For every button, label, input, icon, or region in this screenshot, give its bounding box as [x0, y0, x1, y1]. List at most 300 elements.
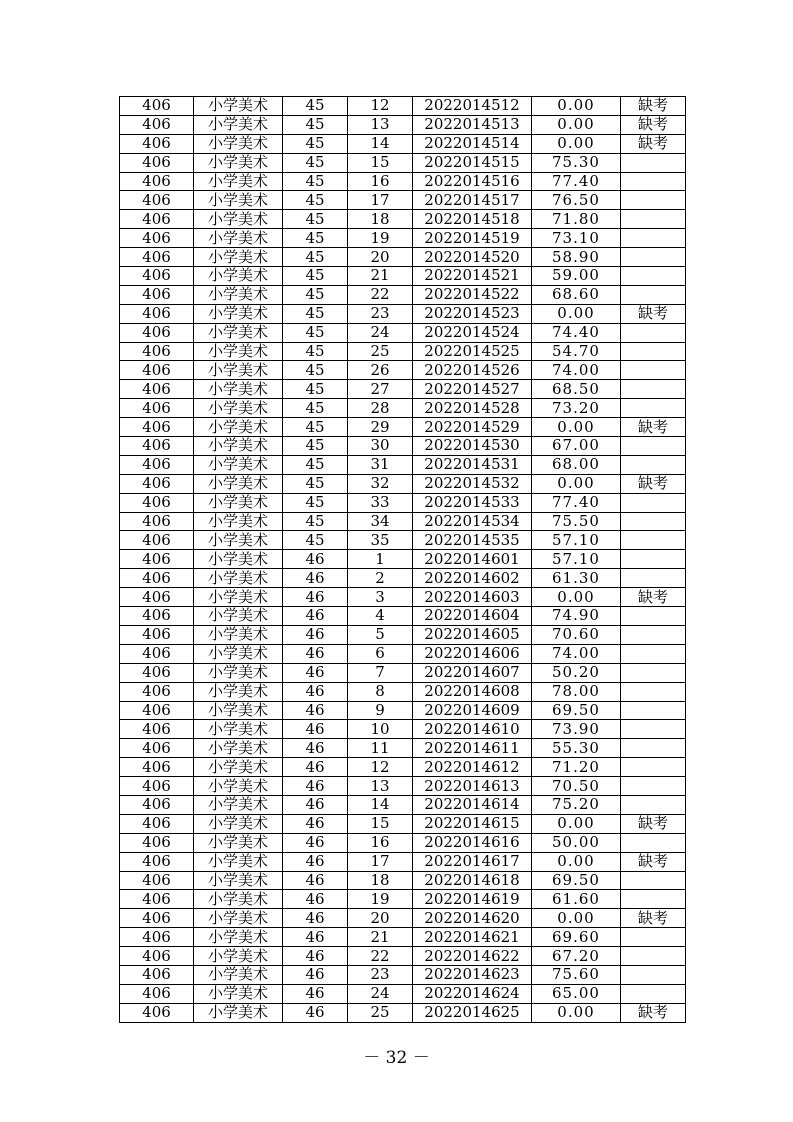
code-cell: 406	[120, 625, 194, 644]
room-cell: 45	[283, 115, 348, 134]
score-cell: 73.20	[532, 399, 621, 418]
code-cell: 406	[120, 455, 194, 474]
subject-cell: 小学美术	[194, 455, 283, 474]
subject-cell: 小学美术	[194, 682, 283, 701]
score-cell: 75.20	[532, 795, 621, 814]
seat-cell: 14	[348, 134, 413, 153]
subject-cell: 小学美术	[194, 418, 283, 437]
code-cell: 406	[120, 285, 194, 304]
seat-cell: 21	[348, 928, 413, 947]
exam-id-cell: 2022014513	[413, 115, 532, 134]
subject-cell: 小学美术	[194, 1003, 283, 1022]
table-row	[120, 437, 686, 456]
note-cell	[621, 342, 686, 361]
code-cell: 406	[120, 399, 194, 418]
table-row	[120, 682, 686, 701]
subject-cell: 小学美术	[194, 833, 283, 852]
exam-id-cell: 2022014514	[413, 134, 532, 153]
score-cell: 74.00	[532, 361, 621, 380]
exam-id-cell: 2022014524	[413, 323, 532, 342]
score-cell: 50.20	[532, 663, 621, 682]
exam-id-cell: 2022014611	[413, 739, 532, 758]
table-row	[120, 493, 686, 512]
room-cell: 46	[283, 814, 348, 833]
note-cell	[621, 323, 686, 342]
exam-id-cell: 2022014602	[413, 569, 532, 588]
code-cell: 406	[120, 814, 194, 833]
exam-id-cell: 2022014604	[413, 607, 532, 626]
note-cell	[621, 644, 686, 663]
note-cell: 缺考	[621, 304, 686, 323]
room-cell: 46	[283, 795, 348, 814]
code-cell: 406	[120, 795, 194, 814]
code-cell: 406	[120, 947, 194, 966]
subject-cell: 小学美术	[194, 304, 283, 323]
room-cell: 46	[283, 663, 348, 682]
room-cell: 46	[283, 890, 348, 909]
table-row	[120, 304, 686, 323]
score-table	[119, 96, 686, 1023]
code-cell: 406	[120, 153, 194, 172]
room-cell: 45	[283, 97, 348, 116]
subject-cell: 小学美术	[194, 947, 283, 966]
table-row	[120, 342, 686, 361]
room-cell: 46	[283, 947, 348, 966]
room-cell: 46	[283, 928, 348, 947]
table-row	[120, 229, 686, 248]
table-row	[120, 512, 686, 531]
score-cell: 68.60	[532, 285, 621, 304]
score-cell: 57.10	[532, 531, 621, 550]
room-cell: 45	[283, 229, 348, 248]
score-cell: 78.00	[532, 682, 621, 701]
exam-id-cell: 2022014614	[413, 795, 532, 814]
exam-id-cell: 2022014613	[413, 777, 532, 796]
subject-cell: 小学美术	[194, 965, 283, 984]
exam-id-cell: 2022014607	[413, 663, 532, 682]
note-cell	[621, 229, 686, 248]
code-cell: 406	[120, 304, 194, 323]
subject-cell: 小学美术	[194, 644, 283, 663]
score-cell: 77.40	[532, 172, 621, 191]
room-cell: 45	[283, 380, 348, 399]
exam-id-cell: 2022014625	[413, 1003, 532, 1022]
seat-cell: 22	[348, 285, 413, 304]
seat-cell: 35	[348, 531, 413, 550]
seat-cell: 12	[348, 758, 413, 777]
table-row	[120, 361, 686, 380]
note-cell	[621, 285, 686, 304]
code-cell: 406	[120, 852, 194, 871]
exam-id-cell: 2022014618	[413, 871, 532, 890]
seat-cell: 20	[348, 909, 413, 928]
code-cell: 406	[120, 550, 194, 569]
score-cell: 57.10	[532, 550, 621, 569]
note-cell: 缺考	[621, 134, 686, 153]
seat-cell: 5	[348, 625, 413, 644]
exam-id-cell: 2022014531	[413, 455, 532, 474]
table-row	[120, 97, 686, 116]
note-cell	[621, 833, 686, 852]
table-row	[120, 909, 686, 928]
score-cell: 0.00	[532, 115, 621, 134]
subject-cell: 小学美术	[194, 984, 283, 1003]
exam-id-cell: 2022014606	[413, 644, 532, 663]
seat-cell: 25	[348, 342, 413, 361]
code-cell: 406	[120, 965, 194, 984]
room-cell: 45	[283, 361, 348, 380]
score-cell: 71.80	[532, 210, 621, 229]
subject-cell: 小学美术	[194, 890, 283, 909]
code-cell: 406	[120, 607, 194, 626]
note-cell	[621, 153, 686, 172]
room-cell: 46	[283, 588, 348, 607]
subject-cell: 小学美术	[194, 607, 283, 626]
subject-cell: 小学美术	[194, 437, 283, 456]
room-cell: 46	[283, 984, 348, 1003]
note-cell	[621, 777, 686, 796]
code-cell: 406	[120, 418, 194, 437]
exam-id-cell: 2022014529	[413, 418, 532, 437]
code-cell: 406	[120, 493, 194, 512]
seat-cell: 33	[348, 493, 413, 512]
seat-cell: 7	[348, 663, 413, 682]
score-cell: 77.40	[532, 493, 621, 512]
score-cell: 58.90	[532, 248, 621, 267]
note-cell	[621, 172, 686, 191]
table-row	[120, 172, 686, 191]
subject-cell: 小学美术	[194, 852, 283, 871]
room-cell: 45	[283, 210, 348, 229]
subject-cell: 小学美术	[194, 115, 283, 134]
score-cell: 69.60	[532, 928, 621, 947]
code-cell: 406	[120, 437, 194, 456]
table-row	[120, 852, 686, 871]
seat-cell: 3	[348, 588, 413, 607]
note-cell	[621, 380, 686, 399]
score-cell: 74.90	[532, 607, 621, 626]
code-cell: 406	[120, 984, 194, 1003]
exam-id-cell: 2022014530	[413, 437, 532, 456]
exam-id-cell: 2022014619	[413, 890, 532, 909]
note-cell	[621, 550, 686, 569]
subject-cell: 小学美术	[194, 323, 283, 342]
room-cell: 45	[283, 191, 348, 210]
seat-cell: 21	[348, 267, 413, 286]
table-row	[120, 455, 686, 474]
subject-cell: 小学美术	[194, 928, 283, 947]
table-row	[120, 758, 686, 777]
note-cell	[621, 890, 686, 909]
table-row	[120, 965, 686, 984]
note-cell: 缺考	[621, 115, 686, 134]
seat-cell: 15	[348, 153, 413, 172]
note-cell: 缺考	[621, 852, 686, 871]
room-cell: 45	[283, 399, 348, 418]
code-cell: 406	[120, 871, 194, 890]
score-cell: 67.20	[532, 947, 621, 966]
note-cell: 缺考	[621, 814, 686, 833]
room-cell: 45	[283, 437, 348, 456]
seat-cell: 23	[348, 304, 413, 323]
score-cell: 70.60	[532, 625, 621, 644]
room-cell: 46	[283, 909, 348, 928]
subject-cell: 小学美术	[194, 474, 283, 493]
table-row	[120, 210, 686, 229]
code-cell: 406	[120, 512, 194, 531]
seat-cell: 22	[348, 947, 413, 966]
table-row	[120, 644, 686, 663]
score-cell: 59.00	[532, 267, 621, 286]
subject-cell: 小学美术	[194, 909, 283, 928]
seat-cell: 14	[348, 795, 413, 814]
note-cell	[621, 437, 686, 456]
note-cell	[621, 739, 686, 758]
note-cell: 缺考	[621, 909, 686, 928]
seat-cell: 28	[348, 399, 413, 418]
score-cell: 75.30	[532, 153, 621, 172]
seat-cell: 23	[348, 965, 413, 984]
table-row	[120, 795, 686, 814]
score-cell: 0.00	[532, 134, 621, 153]
subject-cell: 小学美术	[194, 380, 283, 399]
code-cell: 406	[120, 474, 194, 493]
room-cell: 46	[283, 833, 348, 852]
seat-cell: 18	[348, 871, 413, 890]
exam-id-cell: 2022014601	[413, 550, 532, 569]
table-row	[120, 588, 686, 607]
seat-cell: 4	[348, 607, 413, 626]
code-cell: 406	[120, 1003, 194, 1022]
room-cell: 45	[283, 153, 348, 172]
score-cell: 76.50	[532, 191, 621, 210]
table-row	[120, 777, 686, 796]
subject-cell: 小学美术	[194, 569, 283, 588]
subject-cell: 小学美术	[194, 267, 283, 286]
seat-cell: 27	[348, 380, 413, 399]
table-row	[120, 1003, 686, 1022]
subject-cell: 小学美术	[194, 720, 283, 739]
subject-cell: 小学美术	[194, 871, 283, 890]
room-cell: 45	[283, 285, 348, 304]
note-cell	[621, 625, 686, 644]
note-cell: 缺考	[621, 97, 686, 116]
exam-id-cell: 2022014525	[413, 342, 532, 361]
subject-cell: 小学美术	[194, 663, 283, 682]
code-cell: 406	[120, 682, 194, 701]
room-cell: 45	[283, 342, 348, 361]
score-cell: 67.00	[532, 437, 621, 456]
room-cell: 46	[283, 871, 348, 890]
exam-id-cell: 2022014612	[413, 758, 532, 777]
code-cell: 406	[120, 890, 194, 909]
code-cell: 406	[120, 644, 194, 663]
score-cell: 0.00	[532, 814, 621, 833]
room-cell: 46	[283, 569, 348, 588]
note-cell: 缺考	[621, 418, 686, 437]
room-cell: 46	[283, 965, 348, 984]
exam-id-cell: 2022014622	[413, 947, 532, 966]
table-row	[120, 701, 686, 720]
seat-cell: 24	[348, 984, 413, 1003]
code-cell: 406	[120, 720, 194, 739]
exam-id-cell: 2022014624	[413, 984, 532, 1003]
seat-cell: 26	[348, 361, 413, 380]
subject-cell: 小学美术	[194, 531, 283, 550]
seat-cell: 13	[348, 115, 413, 134]
seat-cell: 2	[348, 569, 413, 588]
seat-cell: 11	[348, 739, 413, 758]
subject-cell: 小学美术	[194, 210, 283, 229]
table-row	[120, 134, 686, 153]
exam-id-cell: 2022014528	[413, 399, 532, 418]
exam-id-cell: 2022014533	[413, 493, 532, 512]
exam-id-cell: 2022014535	[413, 531, 532, 550]
seat-cell: 18	[348, 210, 413, 229]
exam-id-cell: 2022014623	[413, 965, 532, 984]
page-number: － 32 －	[363, 1048, 430, 1068]
table-row	[120, 285, 686, 304]
room-cell: 45	[283, 418, 348, 437]
code-cell: 406	[120, 701, 194, 720]
table-row	[120, 191, 686, 210]
score-cell: 69.50	[532, 871, 621, 890]
exam-id-cell: 2022014527	[413, 380, 532, 399]
seat-cell: 16	[348, 833, 413, 852]
exam-id-cell: 2022014520	[413, 248, 532, 267]
code-cell: 406	[120, 777, 194, 796]
seat-cell: 20	[348, 248, 413, 267]
exam-id-cell: 2022014616	[413, 833, 532, 852]
exam-id-cell: 2022014617	[413, 852, 532, 871]
subject-cell: 小学美术	[194, 701, 283, 720]
note-cell	[621, 493, 686, 512]
seat-cell: 17	[348, 191, 413, 210]
score-cell: 74.40	[532, 323, 621, 342]
score-cell: 0.00	[532, 909, 621, 928]
note-cell	[621, 663, 686, 682]
note-cell	[621, 701, 686, 720]
subject-cell: 小学美术	[194, 550, 283, 569]
note-cell	[621, 984, 686, 1003]
subject-cell: 小学美术	[194, 512, 283, 531]
code-cell: 406	[120, 134, 194, 153]
code-cell: 406	[120, 380, 194, 399]
score-cell: 73.90	[532, 720, 621, 739]
code-cell: 406	[120, 191, 194, 210]
room-cell: 46	[283, 550, 348, 569]
exam-id-cell: 2022014512	[413, 97, 532, 116]
table-row	[120, 814, 686, 833]
code-cell: 406	[120, 833, 194, 852]
code-cell: 406	[120, 739, 194, 758]
code-cell: 406	[120, 248, 194, 267]
code-cell: 406	[120, 928, 194, 947]
room-cell: 46	[283, 701, 348, 720]
score-cell: 0.00	[532, 304, 621, 323]
note-cell	[621, 210, 686, 229]
code-cell: 406	[120, 758, 194, 777]
subject-cell: 小学美术	[194, 758, 283, 777]
exam-id-cell: 2022014517	[413, 191, 532, 210]
score-cell: 69.50	[532, 701, 621, 720]
room-cell: 46	[283, 1003, 348, 1022]
code-cell: 406	[120, 588, 194, 607]
subject-cell: 小学美术	[194, 493, 283, 512]
score-cell: 0.00	[532, 97, 621, 116]
code-cell: 406	[120, 663, 194, 682]
exam-id-cell: 2022014516	[413, 172, 532, 191]
room-cell: 45	[283, 474, 348, 493]
table-row	[120, 720, 686, 739]
subject-cell: 小学美术	[194, 588, 283, 607]
score-cell: 0.00	[532, 474, 621, 493]
exam-id-cell: 2022014615	[413, 814, 532, 833]
table-body	[120, 97, 686, 1023]
note-cell	[621, 758, 686, 777]
room-cell: 46	[283, 607, 348, 626]
table-row	[120, 739, 686, 758]
subject-cell: 小学美术	[194, 342, 283, 361]
score-cell: 65.00	[532, 984, 621, 1003]
note-cell	[621, 191, 686, 210]
exam-id-cell: 2022014532	[413, 474, 532, 493]
exam-id-cell: 2022014526	[413, 361, 532, 380]
exam-id-cell: 2022014515	[413, 153, 532, 172]
score-cell: 68.00	[532, 455, 621, 474]
score-cell: 75.60	[532, 965, 621, 984]
seat-cell: 19	[348, 229, 413, 248]
code-cell: 406	[120, 569, 194, 588]
exam-id-cell: 2022014522	[413, 285, 532, 304]
room-cell: 45	[283, 172, 348, 191]
table-row	[120, 928, 686, 947]
table-row	[120, 871, 686, 890]
seat-cell: 12	[348, 97, 413, 116]
exam-id-cell: 2022014603	[413, 588, 532, 607]
subject-cell: 小学美术	[194, 229, 283, 248]
code-cell: 406	[120, 115, 194, 134]
table-row	[120, 531, 686, 550]
room-cell: 45	[283, 323, 348, 342]
exam-id-cell: 2022014518	[413, 210, 532, 229]
score-cell: 54.70	[532, 342, 621, 361]
score-cell: 70.50	[532, 777, 621, 796]
note-cell: 缺考	[621, 474, 686, 493]
subject-cell: 小学美术	[194, 97, 283, 116]
subject-cell: 小学美术	[194, 625, 283, 644]
code-cell: 406	[120, 323, 194, 342]
note-cell	[621, 682, 686, 701]
seat-cell: 31	[348, 455, 413, 474]
seat-cell: 19	[348, 890, 413, 909]
score-cell: 55.30	[532, 739, 621, 758]
score-cell: 61.60	[532, 890, 621, 909]
room-cell: 46	[283, 758, 348, 777]
subject-cell: 小学美术	[194, 285, 283, 304]
seat-cell: 17	[348, 852, 413, 871]
note-cell	[621, 569, 686, 588]
table-row	[120, 474, 686, 493]
exam-id-cell: 2022014608	[413, 682, 532, 701]
room-cell: 46	[283, 739, 348, 758]
code-cell: 406	[120, 210, 194, 229]
seat-cell: 32	[348, 474, 413, 493]
subject-cell: 小学美术	[194, 172, 283, 191]
score-cell: 50.00	[532, 833, 621, 852]
score-cell: 68.50	[532, 380, 621, 399]
subject-cell: 小学美术	[194, 134, 283, 153]
